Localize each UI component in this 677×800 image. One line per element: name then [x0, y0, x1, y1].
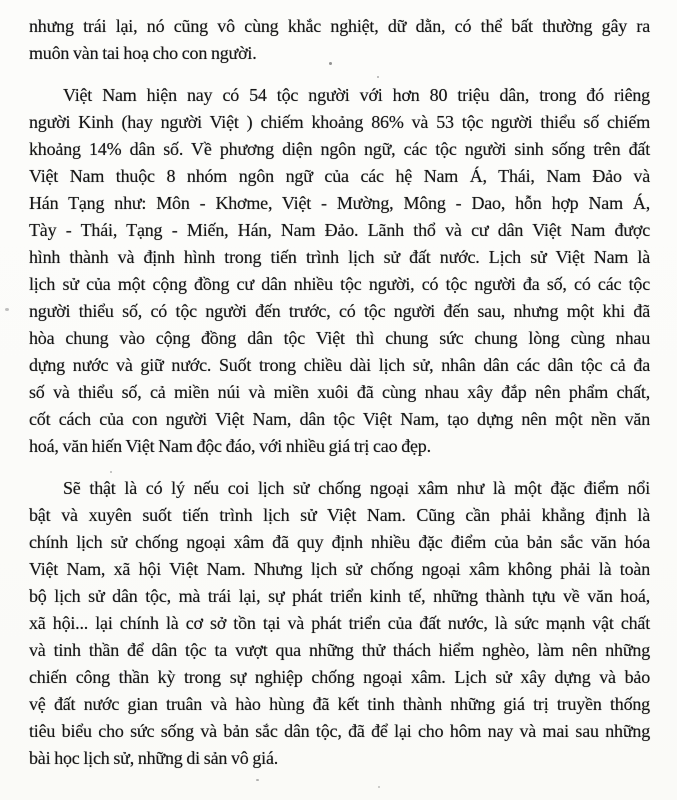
text-line: dựng nước và giữ nước. Suốt trong chiều dài lịch sử, nhân dân các dân tộc cả đa: [29, 355, 650, 375]
text-line: Hán Tạng như: Môn - Khơme, Việt - Mường, Mông - Dao, hỗn hợp Nam Á,: [29, 193, 650, 213]
text-line: hoá, văn hiến Việt Nam độc đáo, với nhiều giá trị cao đẹp.: [29, 436, 431, 456]
text-line: vệ đất nước gian truân và hào hùng đã kết tinh thành những giá trị truyền thống: [29, 694, 650, 714]
paragraph-2: [29, 82, 650, 460]
scan-speck: [256, 779, 259, 781]
text-line: cốt cách của con người Việt Nam, dân tộc Việt Nam, tạo dựng nên một nền văn: [29, 409, 650, 429]
text-line: nhưng trái lại, nó cũng vô cùng khắc nghiệt, dữ dằn, có thể bất thường gây ra: [29, 16, 650, 36]
text-line: lịch sử của một cộng đồng cư dân nhiều tộc người, có tộc người đa số, có các tộc: [29, 274, 650, 294]
text-line: Tày - Thái, Tạng - Miến, Hán, Nam Đảo. Lãnh thổ và cư dân Việt Nam được: [29, 220, 650, 240]
text-line: xã hội... lại chính là cơ sở tồn tại và phát triển của đất nước, là sức mạnh vật chất: [29, 613, 650, 633]
text-line: bộ lịch sử dân tộc, mà trái lại, sự phát triển kinh tế, những thành tựu về văn hoá,: [29, 586, 650, 606]
text-line: chính lịch sử chống ngoại xâm đã quy định nhiều đặc điểm của bản sắc văn hóa: [29, 532, 650, 552]
text-line: tiêu biểu cho sức sống và bản sắc dân tộc, đã để lại cho hôm nay và mai sau những: [29, 721, 650, 741]
text-line: khoảng 14% dân số. Về phương diện ngôn ngữ, các tộc người sinh sống trên đất: [29, 139, 650, 159]
text-line: Sẽ thật là có lý nếu coi lịch sử chống ngoại xâm như là một đặc điểm nổi: [63, 478, 650, 498]
text-line: số và thiểu số, cả miền núi và miền xuôi đã cùng nhau xây đắp nên phẩm chất,: [29, 382, 650, 402]
text-line: hình thành và định hình trong tiến trình lịch sử đất nước. Lịch sử Việt Nam là: [29, 247, 650, 267]
scan-speck: [378, 786, 380, 788]
scan-speck: [377, 76, 379, 78]
text-line: và tinh thần để dân tộc ta vượt qua những thử thách hiểm nghèo, làm nên những: [29, 640, 650, 660]
scan-speck: [5, 308, 9, 311]
text-line: Việt Nam hiện nay có 54 tộc người với hơn 80 triệu dân, trong đó riêng: [63, 85, 650, 105]
text-line: người thiểu số, có tộc người đến trước, có tộc người đến sau, nhưng một khi đã: [29, 301, 650, 321]
text-line: người Kinh (hay người Việt ) chiếm khoảng 86% và 53 tộc người thiểu số chiếm: [29, 112, 650, 132]
text-line: Việt Nam, xã hội Việt Nam. Nhưng lịch sử chống ngoại xâm không phải là toàn: [29, 559, 650, 579]
text-line: Việt Nam thuộc 8 nhóm ngôn ngữ của các hệ Nam Á, Thái, Nam Đảo và: [29, 166, 650, 186]
text-line: muôn vàn tai hoạ cho con người.: [29, 43, 257, 63]
text-line: bài học lịch sử, những di sản vô giá.: [29, 748, 279, 768]
text-line: bật và xuyên suốt tiến trình lịch sử Việt Nam. Cũng cần phải khẳng định là: [29, 505, 650, 525]
paragraph-3: [29, 475, 650, 772]
text-line: chiến công thần kỳ trong sự nghiệp chống ngoại xâm. Lịch sử xây dựng và bảo: [29, 667, 650, 687]
text-line: hòa chung vào cộng đồng dân tộc Việt thì chung sức chung lòng cùng nhau: [29, 328, 650, 348]
paragraph-1: [29, 13, 650, 67]
scan-speck: [110, 471, 112, 473]
